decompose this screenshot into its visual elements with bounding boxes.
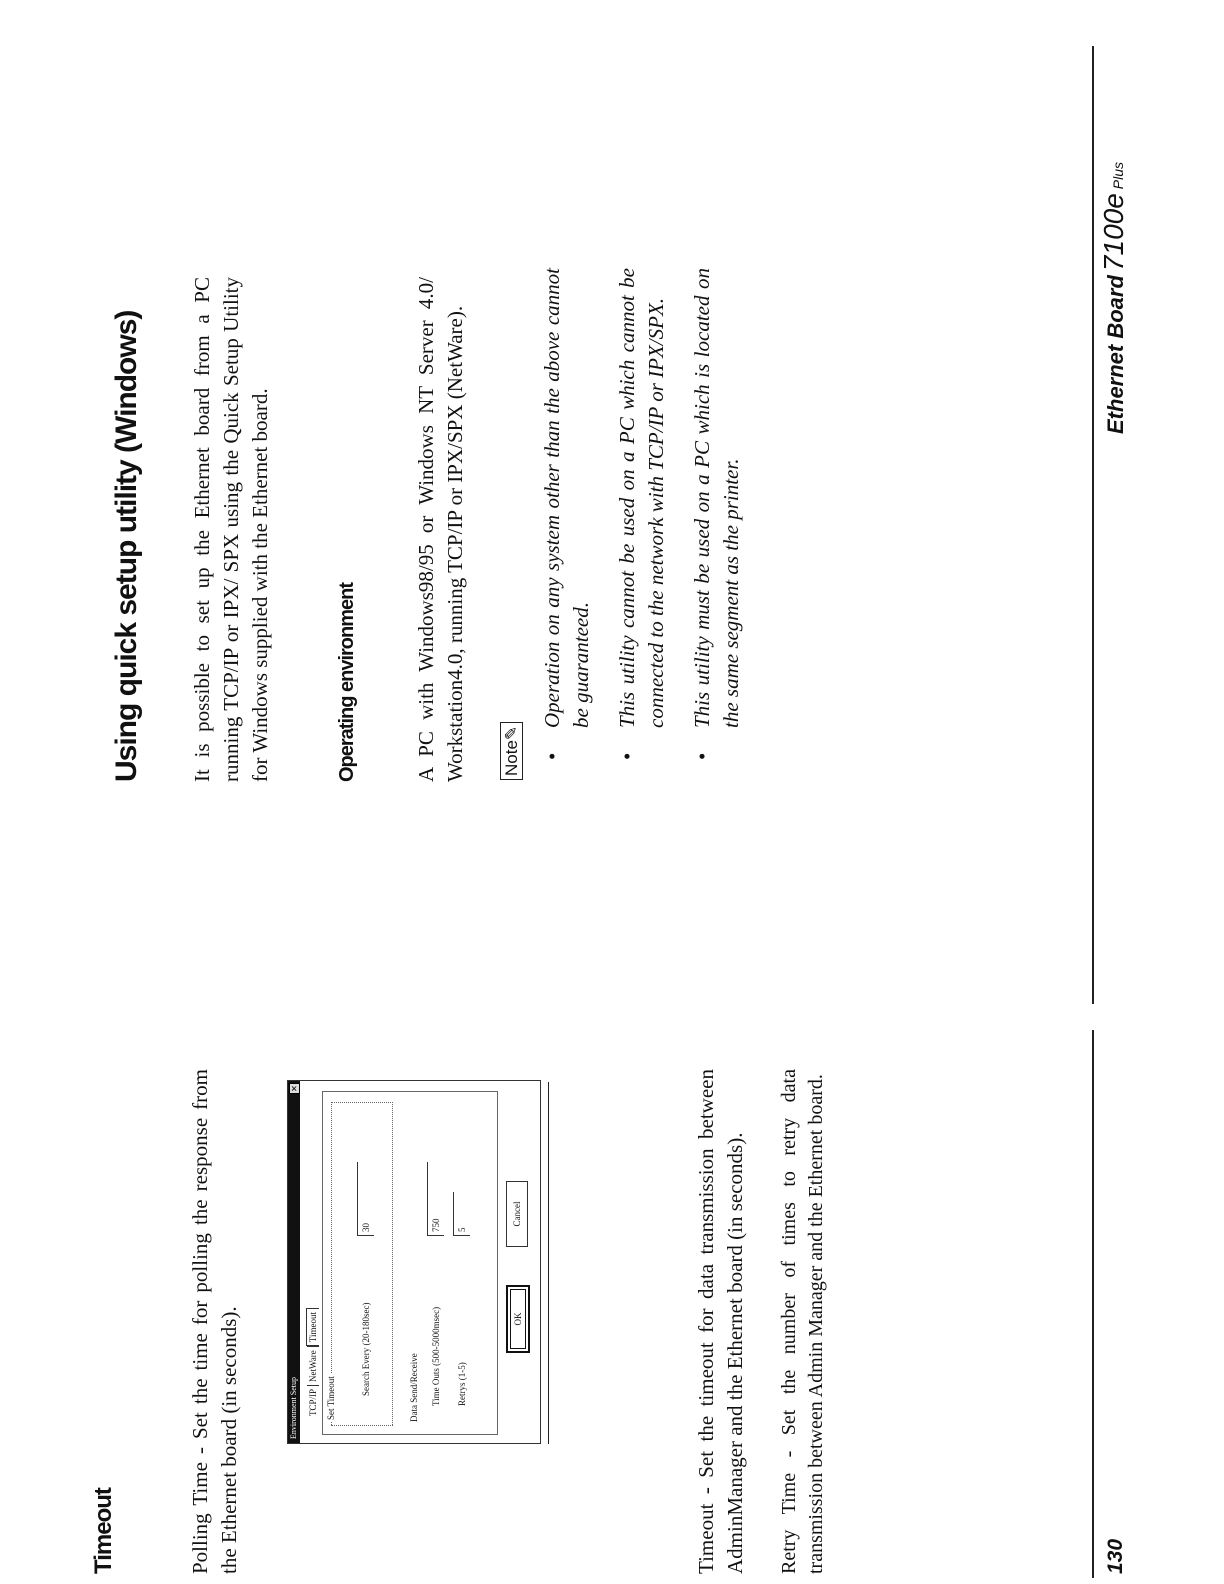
timeout-panel bbox=[322, 1091, 498, 1435]
dialog-tabs bbox=[306, 1308, 320, 1419]
time-outs-label: Time Outs (500-5000msec) bbox=[431, 1306, 441, 1406]
list-item: • This utility must be used on a PC which is located on the same segment as the printer. bbox=[690, 268, 743, 760]
note-badge bbox=[500, 722, 523, 780]
search-every-field[interactable]: 30 bbox=[357, 1162, 374, 1236]
search-every-label: Search Every (20-180sec) bbox=[361, 1302, 371, 1396]
close-icon[interactable]: ✕ bbox=[289, 1083, 300, 1094]
set-timeout-group-label: Set Timeout bbox=[326, 1376, 336, 1420]
list-item: • Operation on any system other than the above cannot be guaranteed. bbox=[540, 268, 593, 760]
footer-rule-left bbox=[1092, 1030, 1094, 1578]
note-label: Note✎ bbox=[500, 722, 523, 780]
retrys-label: Retrys (1-5) bbox=[457, 1362, 467, 1406]
page-number: 130 bbox=[1104, 1538, 1127, 1574]
tab-netware[interactable]: NetWare bbox=[307, 1346, 319, 1385]
time-outs-field[interactable]: 750 bbox=[427, 1162, 444, 1236]
product-model: 7100e bbox=[1098, 193, 1129, 272]
dialog-title: Environment Setup bbox=[289, 1377, 298, 1439]
operating-environment-text: A PC with Windows98/95 or Windows NT Server 4.0/ Workstation4.0, running TCP/IP or IPX/SPX (NetWare). bbox=[414, 277, 467, 782]
operating-environment-heading: Operating environment bbox=[336, 582, 358, 782]
ok-button[interactable]: OK bbox=[506, 1285, 530, 1353]
note-bullet-list bbox=[538, 268, 763, 760]
dialog-underline bbox=[548, 1082, 549, 1444]
tab-timeout[interactable]: Timeout bbox=[306, 1308, 319, 1346]
footer-rule-right bbox=[1092, 46, 1094, 1004]
timeout-heading: Timeout bbox=[90, 1488, 117, 1574]
environment-setup-dialog bbox=[287, 1080, 541, 1444]
list-item: • This utility cannot be used on a PC which cannot be connected to the network with TCP/IP or IPX/SPX. bbox=[615, 268, 668, 760]
retrys-field[interactable]: 5 bbox=[453, 1192, 470, 1236]
polling-time-paragraph: Polling Time - Set the time for polling the response from the Ethernet board (in seconds). bbox=[188, 1069, 241, 1574]
retry-time-paragraph: Retry Time - Set the number of times to retry data transmission between Admin Manager and the Ethernet board. bbox=[778, 1069, 827, 1574]
dialog-titlebar bbox=[288, 1081, 300, 1443]
cancel-button[interactable]: Cancel bbox=[506, 1181, 528, 1247]
tab-tcpip[interactable]: TCP/IP bbox=[307, 1385, 319, 1419]
product-suffix: Plus bbox=[1110, 161, 1126, 190]
footer-product-name bbox=[1098, 162, 1130, 434]
timeout-paragraph: Timeout - Set the timeout for data transmission between AdminManager and the Ethernet board (in seconds). bbox=[694, 1069, 747, 1574]
bullet-icon: • bbox=[615, 752, 639, 760]
product-name-bold: Ethernet Board bbox=[1103, 275, 1128, 434]
quick-setup-heading: Using quick setup utility (Windows) bbox=[110, 310, 143, 782]
quick-setup-intro: It is possible to set up the Ethernet board from a PC running TCP/IP or IPX/ SPX using the Quick Setup Utility for Windows supplied with the Ethernet board. bbox=[190, 277, 272, 782]
data-send-receive-label: Data Send/Receive bbox=[409, 1353, 419, 1422]
bullet-icon: • bbox=[540, 752, 564, 760]
bullet-icon: • bbox=[690, 752, 714, 760]
